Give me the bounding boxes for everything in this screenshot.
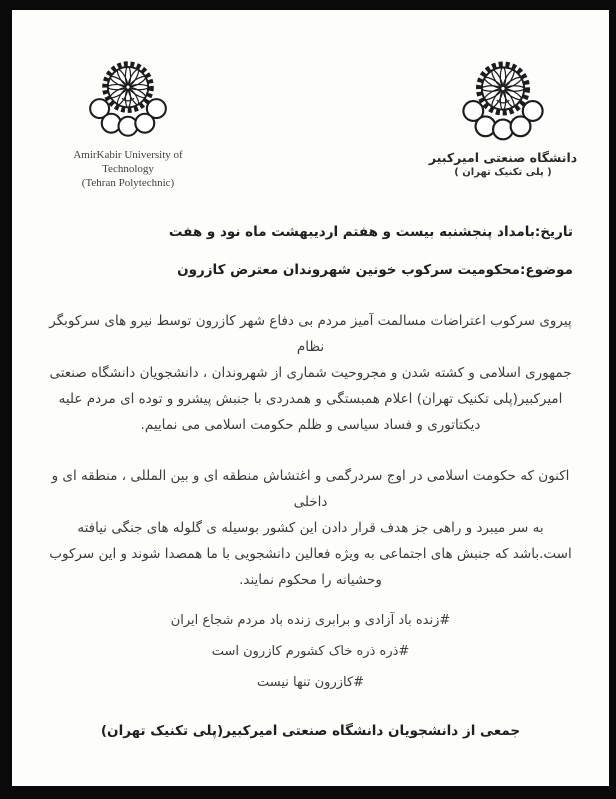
amirkabir-emblem-icon	[85, 60, 171, 140]
paragraph-1	[12, 308, 609, 438]
letter-page	[12, 10, 609, 786]
hashtag-line: #زنده باد آزادی و برابری زنده باد مردم شجاع ایران	[170, 613, 451, 628]
right-logo-block	[423, 60, 583, 180]
date-line: تاریخ:بامداد پنجشنبه بیست و هفتم اردیبهشت ماه نود و هفت	[168, 224, 573, 240]
paragraph-line: امیرکبیر(پلی تکنیک تهران) اعلام همبستگی و همدردی با جنبش پیشرو و توده ای مردم علیه	[58, 391, 563, 407]
amirkabir-emblem-icon	[458, 60, 548, 144]
paragraph-line: وحشیانه را محکوم نمایند.	[239, 572, 382, 588]
hashtag-list	[12, 605, 609, 698]
paragraph-line: است.باشد که جنبش های اجتماعی به ویژه فعالین دانشجویی با ما همصدا شوند و این سرکوب	[49, 546, 572, 562]
paragraph-line: اکنون که حکومت اسلامی در اوج سردرگمی و اغتشاش منطقه ای و بین المللی ، منطقه ای و داخلی	[51, 468, 570, 510]
left-logo-block	[48, 60, 208, 190]
hashtag-line: #کازرون تنها نیست	[256, 675, 365, 690]
paragraph-line: به سر میبرد و راهی جز هدف قرار دادن این کشور بوسیله ی گلوله های جنگی نیافته	[77, 520, 544, 536]
left-logo-caption-line: (Tehran Polytechnic)	[81, 177, 175, 189]
left-logo-caption-line: Technology	[102, 163, 154, 175]
left-logo-caption	[48, 148, 208, 190]
right-logo-title: دانشگاه صنعتی امیرکبیر	[428, 150, 578, 165]
letter-meta	[12, 190, 609, 278]
left-logo-caption-line: AmirKabir University of	[73, 149, 183, 161]
hashtag-line: #ذره ذره خاک کشورم کازرون است	[211, 644, 410, 659]
paragraph-line: پیروی سرکوب اعتراضات مسالمت آمیز مردم بی دفاع شهر کازرون توسط نیرو های سرکوبگر نظام	[49, 313, 572, 355]
paragraph-line: دیکتاتوری و فساد سیاسی و ظلم حکومت اسلامی می نماییم.	[140, 417, 481, 433]
right-logo-subtitle: ( پلی تکنیک تهران )	[454, 167, 552, 178]
subject-line: موضوع:محکومیت سرکوب خونین شهروندان معترض کازرون	[177, 262, 573, 278]
header-logos	[12, 10, 609, 190]
signature-line: جمعی از دانشجویان دانشگاه صنعتی امیرکبیر(پلی تکنیک تهران)	[100, 723, 521, 739]
paragraph-line: جمهوری اسلامی و کشته شدن و مجروحیت شماری از شهروندان ، دانشجویان دانشگاه صنعتی	[49, 365, 572, 381]
paragraph-2	[12, 463, 609, 593]
